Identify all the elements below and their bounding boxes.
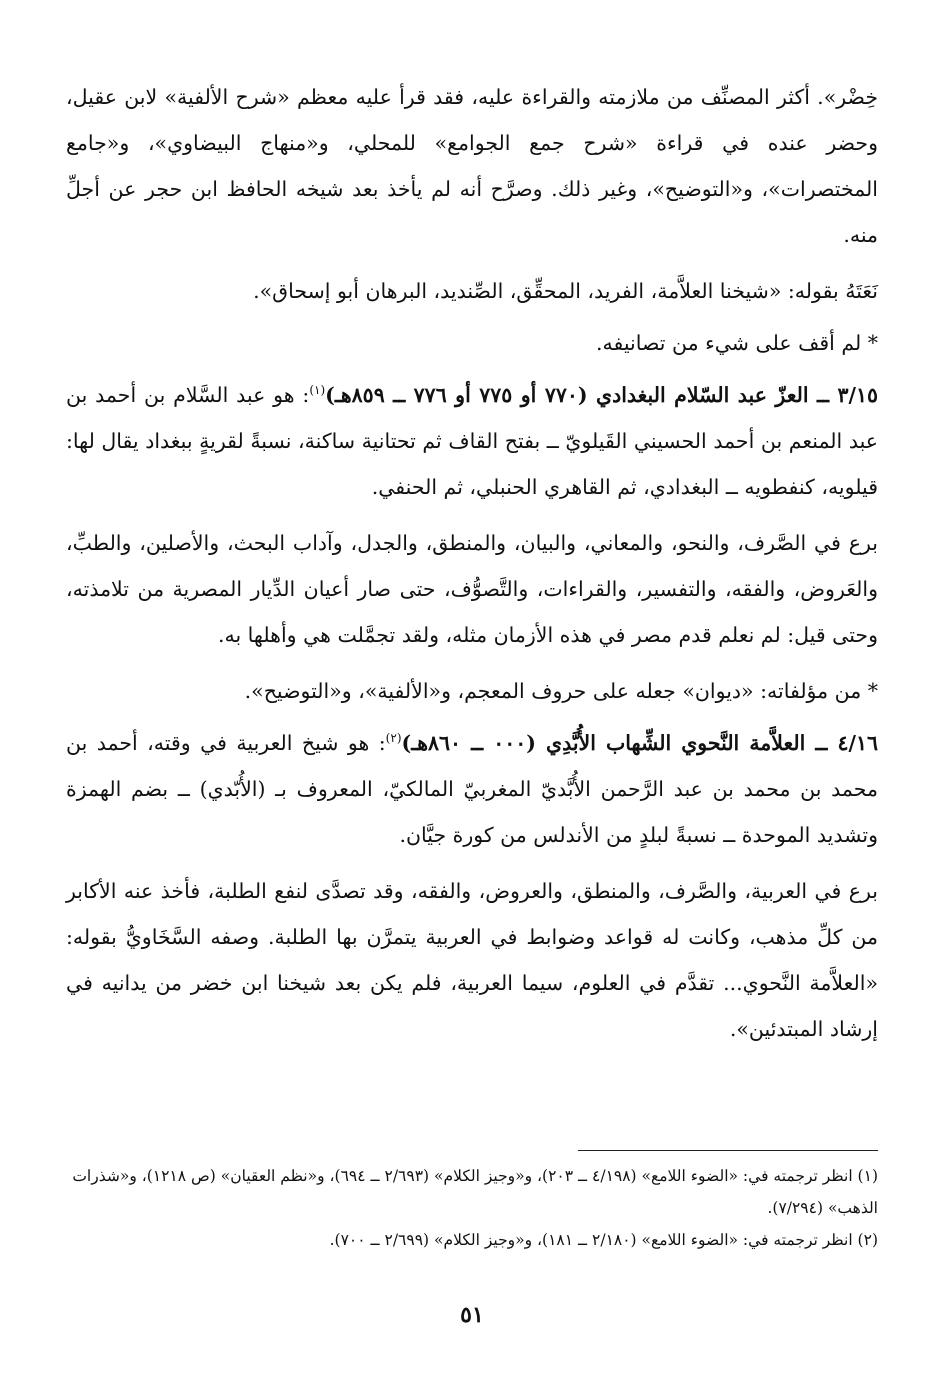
entry-16-footnote-ref: (٢) bbox=[385, 731, 402, 746]
entry-15-heading: ٣/١٥ ــ العزّ عبد السّلام البغدادي (٧٧٠ أو ٧٧٥ أو ٧٧٦ ــ ٨٥٩هـ) bbox=[325, 383, 879, 407]
paragraph-no-works: * لم أقف على شيء من تصانيفه. bbox=[595, 331, 878, 355]
entry-15-works: * من مؤلفاته: «ديوان» جعله على حروف المعجم، و«الألفية»، و«التوضيح». bbox=[244, 679, 878, 703]
entry-16-text: : هو شيخ العربية في وقته، أحمد بن محمد بن محمد بن عبد الرَّحمن الأُبَّديّ المغربيّ المالكيّ، المعروف بـ (الأُبّدي) ــ بضم الهمزة وتشديد الموحدة ــ نسبةً لبلدٍ من الأندلس من كورة جيَّان. bbox=[66, 731, 878, 847]
entry-16-skills: برع في العربية، والصَّرف، والمنطق، والعروض، والفقه، وقد تصدَّى لنفع الطلبة، فأخذ عنه الأكابر من كلِّ مذهب، وكانت له قواعد وضوابط في العربية يتمرَّن بها الطلبة. وصفه السَّخَاويُّ بقوله: «العلاَّمة النَّحوي... تقدَّم في العلوم، سيما العربية، فلم يكن بعد شيخنا ابن خضر من يدانيه في إرشاد المبتدئين». bbox=[66, 879, 878, 1041]
entry-15-text: : هو عبد السَّلام بن أحمد بن عبد المنعم بن أحمد الحسيني القَيلويّ ــ بفتح القاف ثم تحتانية ساكنة، نسبةً لقريةٍ ببغداد يقال لها: قيلويه، كنفطويه ــ البغدادي، ثم القاهري الحنبلي، ثم الحنفي. bbox=[66, 383, 878, 499]
page-body bbox=[66, 74, 878, 1062]
footnotes bbox=[66, 1160, 878, 1256]
page-number: ٥١ bbox=[460, 1302, 484, 1328]
entry-15-footnote-ref: (١) bbox=[309, 383, 326, 398]
entry-16-heading: ٤/١٦ ــ العلاَّمة النَّحوي الشِّهاب الأُبَّدِي (٠٠٠ ــ ٨٦٠هـ) bbox=[401, 731, 879, 755]
entry-15-skills: برع في الصَّرف، والنحو، والمعاني، والبيان، والمنطق، والجدل، وآداب البحث، والأصلين، والطبِّ، والعَروض، والفقه، والتفسير، والقراءات، والتَّصوُّف، حتى صار أعيان الدِّيار المصرية من تلامذته، وحتى قيل: لم نعلم قدم مصر في هذه الأزمان مثله، ولقد تجمَّلت هي وأهلها به. bbox=[66, 531, 878, 647]
paragraph-description: نَعَتَهُ بقوله: «شيخنا العلاَّمة، الفريد، المحقِّق، الصِّنديد، البرهان أبو إسحاق». bbox=[253, 279, 878, 303]
paragraph-intro: خِضْر». أكثر المصنِّف من ملازمته والقراءة عليه، فقد قرأ عليه معظم «شرح الألفية» لابن عقيل، وحضر عنده في قراءة «شرح جمع الجوامع» للمحلي، و«منهاج البيضاوي»، و«جامع المختصرات»، و«التوضيح»، وغير ذلك. وصرَّح أنه لم يأخذ بعد شيخه الحافظ ابن حجر عن أجلِّ منه. bbox=[66, 85, 879, 247]
footnote-2: (٢) انظر ترجمته في: «الضوء اللامع» (٢/١٨٠ ــ ١٨١)، و«وجيز الكلام» (٢/٦٩٩ ــ ٧٠٠). bbox=[329, 1231, 878, 1249]
footnote-divider bbox=[578, 1150, 878, 1151]
entry-15 bbox=[66, 372, 878, 510]
footnote-1: (١) انظر ترجمته في: «الضوء اللامع» (٤/١٩٨ ــ ٢٠٣)، و«وجيز الكلام» (٢/٦٩٣ ــ ٦٩٤)، و«نظم العقيان» (ص ١٢١٨)، و«شذرات الذهب» (٧/٢٩٤). bbox=[72, 1167, 878, 1217]
entry-16 bbox=[66, 720, 878, 858]
